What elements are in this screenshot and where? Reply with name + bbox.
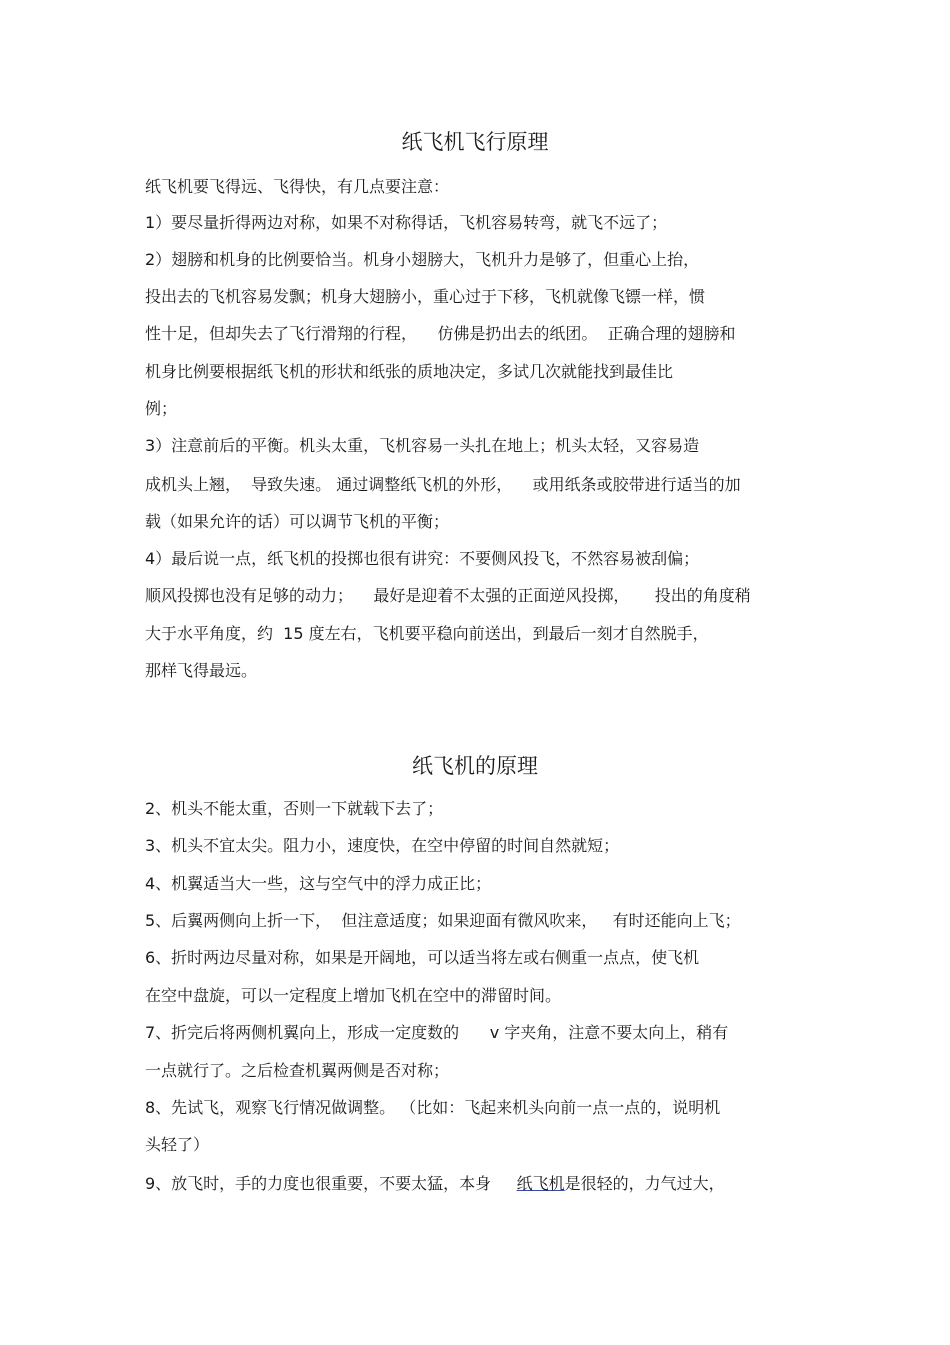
paragraph-line: 大于水平角度，约 15 度左右，飞机要平稳向前送出，到最后一刻才自然脱手， — [145, 624, 709, 643]
list-item-continued: 在空中盘旋，可以一定程度上增加飞机在空中的滞留时间。 — [145, 986, 562, 1005]
paragraph-line: 机身比例要根据纸飞机的形状和纸张的质地决定，多试几次就能找到最佳比 — [145, 362, 674, 381]
list-item-continued: 头轻了） — [145, 1135, 210, 1154]
list-item-text: 是很轻的，力气过大， — [564, 1174, 725, 1193]
list-item — [145, 1173, 725, 1195]
paragraph-line: 3）注意前后的平衡。机头太重，飞机容易一头扎在地上；机头太轻，又容易造 — [145, 436, 700, 455]
list-item-text: 9、放飞时，手的力度也很重要，不要太猛，本身 — [145, 1174, 517, 1193]
paragraph-line: 载（如果允许的话）可以调节飞机的平衡； — [145, 512, 450, 531]
list-item: 8、先试飞，观察飞行情况做调整。 （比如：飞起来机头向前一点一点的，说明机 — [145, 1098, 721, 1117]
paragraph-line: 性十足，但却失去了飞行滑翔的行程， 仿佛是扔出去的纸团。 正确合理的翅膀和 — [145, 324, 736, 343]
list-item: 5、后翼两侧向上折一下， 但注意适度；如果迎面有微风吹来， 有时还能向上飞； — [145, 911, 741, 930]
section-title-flight-principle: 纸飞机飞行原理 — [401, 130, 549, 154]
paragraph-line: 顺风投掷也没有足够的动力； 最好是迎着不太强的正面逆风投掷， 投出的角度稍 — [145, 586, 751, 605]
paragraph-line: 纸飞机要飞得远、飞得快，有几点要注意： — [145, 177, 450, 196]
list-item-continued: 一点就行了。之后检查机翼两侧是否对称； — [145, 1061, 450, 1080]
paragraph-line: 那样飞得最远。 — [145, 661, 258, 680]
paragraph-line: 投出去的飞机容易发飘；机身大翅膀小，重心过于下移，飞机就像飞镖一样，惯 — [145, 287, 706, 306]
paragraph-line: 1）要尽量折得两边对称，如果不对称得话，飞机容易转弯，就飞不远了； — [145, 213, 668, 232]
paragraph-line: 成机头上翘， 导致失速。 通过调整纸飞机的外形， 或用纸条或胶带进行适当的加 — [145, 475, 741, 494]
paragraph-line: 例； — [145, 399, 178, 418]
list-item: 2、机头不能太重，否则一下就载下去了； — [145, 799, 444, 818]
paragraph-line: 4）最后说一点，纸飞机的投掷也很有讲究：不要侧风投飞，不然容易被刮偏； — [145, 549, 700, 568]
paper-airplane-link[interactable]: 纸飞机 — [516, 1174, 565, 1193]
paragraph-line: 2）翅膀和机身的比例要恰当。机身小翅膀大，飞机升力是够了，但重心上抬， — [145, 250, 700, 269]
list-item: 3、机头不宜太尖。阻力小，速度快，在空中停留的时间自然就短； — [145, 836, 620, 855]
section-title-principle: 纸飞机的原理 — [412, 754, 538, 778]
list-item: 7、折完后将两侧机翼向上，形成一定度数的 v 字夹角，注意不要太向上，稍有 — [145, 1023, 729, 1042]
list-item: 4、机翼适当大一些，这与空气中的浮力成正比； — [145, 874, 492, 893]
list-item: 6、折时两边尽量对称，如果是开阔地，可以适当将左或右侧重一点点，使飞机 — [145, 948, 700, 967]
